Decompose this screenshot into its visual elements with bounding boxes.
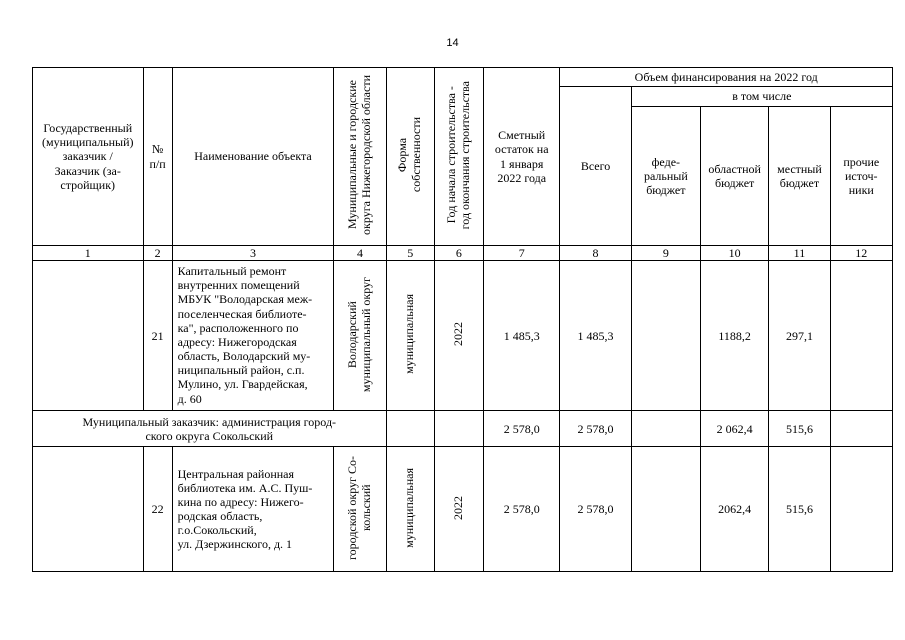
header-num: № п/п [143,68,172,246]
col-number: 7 [484,246,560,261]
row-customer-empty [33,447,144,572]
row-other [830,447,892,572]
header-total: Всего [560,87,631,246]
customer-row-empty [386,411,434,447]
col-number: 4 [334,246,386,261]
customer-row-regional: 2 062,4 [701,411,769,447]
row-balance: 1 485,3 [484,261,560,411]
customer-row [33,411,893,447]
header-local: местный бюджет [769,107,830,246]
header-ownership: Форма собственности [395,117,424,193]
customer-row-empty [434,411,483,447]
col-number: 5 [386,246,434,261]
header-including: в том числе [631,87,892,107]
row-year: 2022 [451,495,466,520]
header-districts: Муниципальные и городские округа Нижегородской области [345,74,373,235]
municipal-customer-label: Муниципальный заказчик: администрация город- ского округа Сокольский [33,411,387,447]
header-other: прочие источ- ники [830,107,892,246]
row-district-cell [334,447,386,572]
header-years-cell [434,68,483,246]
col-number: 12 [830,246,892,261]
customer-row-federal [631,411,700,447]
header-ownership-cell [386,68,434,246]
row-district-cell [334,261,386,411]
page-number: 14 [446,37,459,49]
row-regional: 2062,4 [701,447,769,572]
table-row [33,447,893,572]
row-balance: 2 578,0 [484,447,560,572]
row-year-cell [434,447,483,572]
row-federal [631,447,700,572]
row-num: 21 [143,261,172,411]
row-federal [631,261,700,411]
header-years: Год начала строительства - год окончания строительства [444,80,472,230]
row-total: 2 578,0 [560,447,631,572]
row-ownership: муниципальная [402,467,417,548]
customer-row-local: 515,6 [769,411,830,447]
header-customer: Государственный (муниципальный) заказчик / Заказчик (за- стройщик) [33,68,144,246]
col-number: 1 [33,246,144,261]
header-federal: феде- ральный бюджет [631,107,700,246]
row-customer-empty [33,261,144,411]
header-balance: Сметный остаток на 1 января 2022 года [484,68,560,246]
funding-table [32,67,893,572]
col-number: 3 [172,246,334,261]
row-object-name: Центральная районная библиотека им. А.С. Пуш- кина по адресу: Нижего- родская область, г.о.Сокольский, ул. Дзержинского, д. 1 [172,447,334,572]
row-other [830,261,892,411]
row-ownership-cell [386,447,434,572]
row-num: 22 [143,447,172,572]
row-district: Володарский муниципальный округ [345,276,373,392]
col-number: 8 [560,246,631,261]
row-object-name: Капитальный ремонт внутренних помещений МБУК "Володарская меж- поселенческая библиоте- ка", расположенного по адресу: Нижегородская область, Володарский му- ниципальный район, с.п. Мулино, ул. Гвардейская, д. 60 [172,261,334,411]
customer-row-balance: 2 578,0 [484,411,560,447]
col-number: 6 [434,246,483,261]
row-total: 1 485,3 [560,261,631,411]
header-districts-cell [334,68,386,246]
row-local: 297,1 [769,261,830,411]
header-funding-volume: Объем финансирования на 2022 год [560,68,893,87]
row-year: 2022 [451,322,466,347]
row-local: 515,6 [769,447,830,572]
customer-row-total: 2 578,0 [560,411,631,447]
table-row [33,261,893,411]
col-number: 2 [143,246,172,261]
row-ownership-cell [386,261,434,411]
row-ownership: муниципальная [402,294,417,375]
col-number: 9 [631,246,700,261]
header-object-name: Наименование объекта [172,68,334,246]
col-number: 10 [701,246,769,261]
row-district: городской округ Со- кольский [345,455,373,560]
header-regional: областной бюджет [701,107,769,246]
row-year-cell [434,261,483,411]
row-regional: 1188,2 [701,261,769,411]
col-number: 11 [769,246,830,261]
customer-row-other [830,411,892,447]
column-numbers-row [33,246,893,261]
